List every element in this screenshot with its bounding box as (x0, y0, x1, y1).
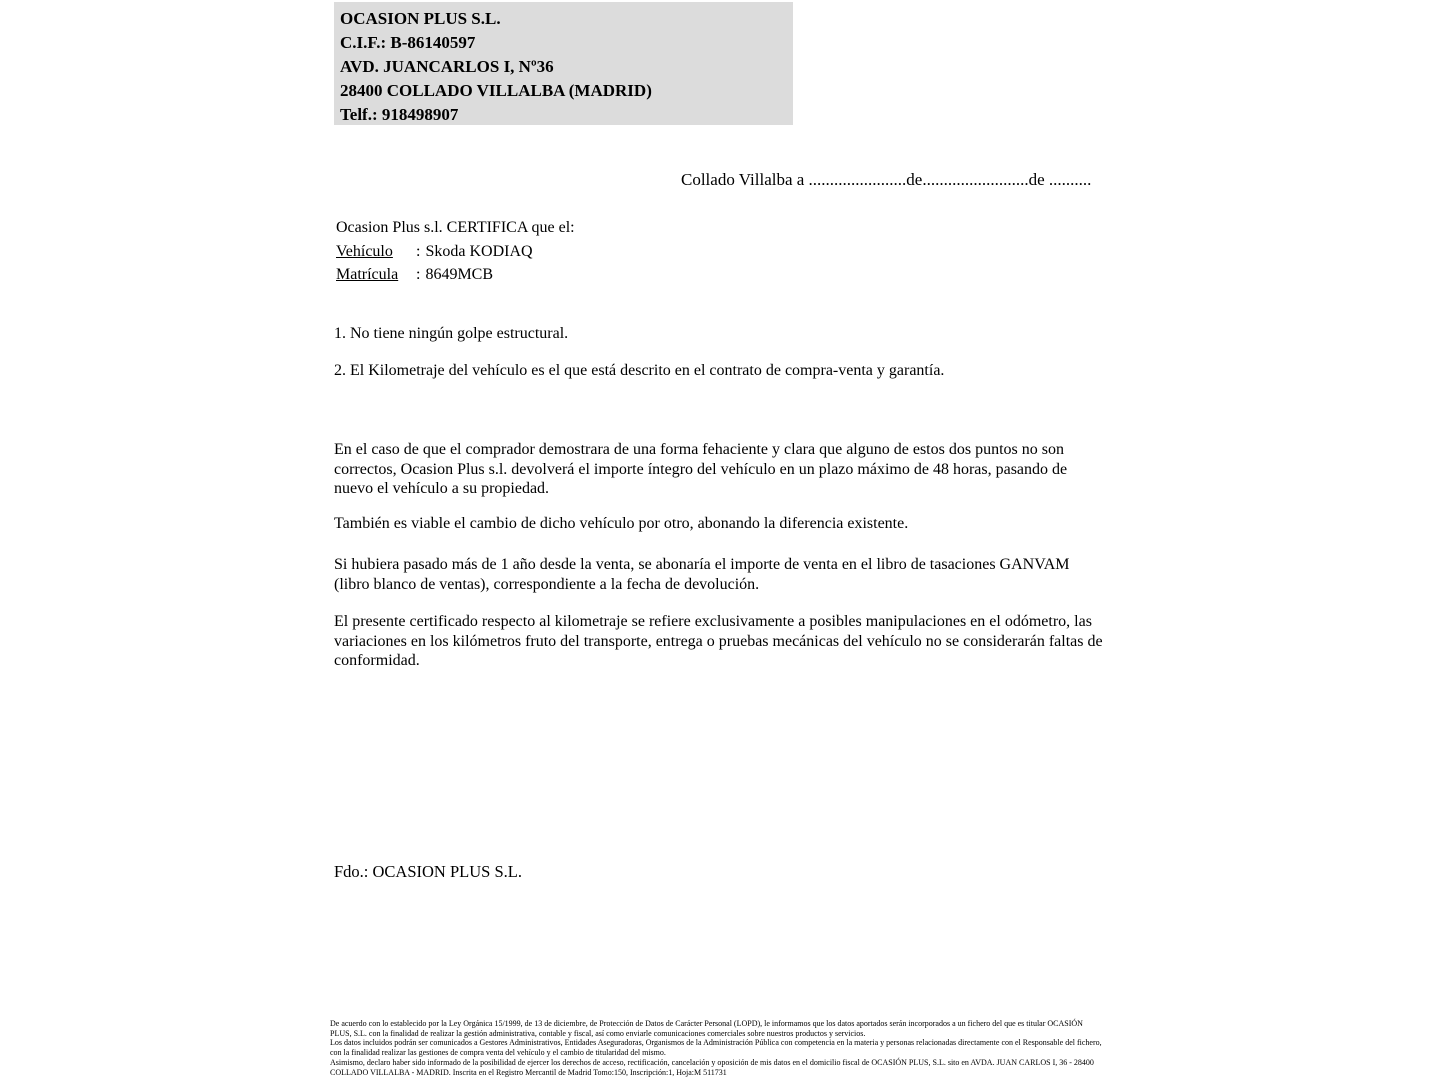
exchange-option-paragraph: También es viable el cambio de dicho vehículo por otro, abonando la diferencia existente. (334, 515, 909, 532)
company-address: AVD. JUANCARLOS I, Nº36 (340, 57, 554, 76)
legal-footer-lopd-paragraph: De acuerdo con lo establecido por la Ley Orgánica 15/1999, de 13 de diciembre, de Protección de Datos de Carácter Personal (LOPD), le informamos que los datos aportados serán incorporados a un fichero del que es titular OCASIÓN PLUS, S.L. con la finalidad de realizar la gestión administrativa, contable y fiscal, así como enviarle comunicaciones comerciales sobre nuestros productos y servicios. (330, 1019, 1083, 1038)
odometer-disclaimer-paragraph: El presente certificado respecto al kilometraje se refiere exclusivamente a posibles manipulaciones en el odómetro, las variaciones en los kilómetros fruto del transporte, entrega o pruebas mecánicas del vehículo no se considerarán faltas de conformidad. (334, 613, 1103, 669)
vehicle-field-row (336, 240, 575, 264)
certification-intro: Ocasion Plus s.l. CERTIFICA que el: (336, 219, 575, 236)
refund-terms-paragraph: En el caso de que el comprador demostrara de una forma fehaciente y clara que alguno de estos dos puntos no son correctos, Ocasion Plus s.l. devolverá el importe íntegro del vehículo en un plazo máximo de 48 horas, pasando de nuevo el vehículo a su propiedad. (334, 441, 1068, 497)
signature-line: Fdo.: OCASION PLUS S.L. (334, 862, 522, 881)
certified-point-2: 2. El Kilometraje del vehículo es el que está descrito en el contrato de compra-venta y garantía. (334, 362, 945, 379)
company-city: 28400 COLLADO VILLALBA (MADRID) (340, 81, 652, 100)
date-fill-line: Collado Villalba a .......................de.........................de .......... (681, 170, 1092, 189)
certification-block (336, 216, 575, 287)
vehicle-field-value: Skoda KODIAQ (425, 242, 533, 260)
company-phone: Telf.: 918498907 (340, 105, 459, 124)
legal-footer-rights-paragraph: Asimismo, declaro haber sido informado de la posibilidad de ejercer los derechos de acceso, rectificación, cancelación y oposición de mis datos en el domicilio fiscal de OCASIÓN PLUS, S.L. sito en AVDA. JUAN CARLOS I, 36 - 28400 COLLADO VILLALBA - MADRID. Inscrita en el Registro Mercantil de Madrid Tomo:150, Inscripción:1, Hoja:M 511731 (330, 1057, 1094, 1077)
legal-footer (330, 1019, 1102, 1077)
plate-field-value: 8649MCB (425, 266, 494, 284)
company-cif: C.I.F.: B-86140597 (340, 33, 476, 52)
valuation-book-paragraph: Si hubiera pasado más de 1 año desde la venta, se abonaría el importe de venta en el libro de tasaciones GANVAM (libro blanco de ventas), correspondiente a la fecha de devolución. (334, 556, 1070, 593)
certified-point-1: 1. No tiene ningún golpe estructural. (334, 325, 569, 342)
legal-footer-data-sharing-paragraph: Los datos incluidos podrán ser comunicados a Gestores Administrativos, Entidades Aseguradoras, Organismos de la Administración Pública con competencia en la materia y personas relacionadas directamente con el Responsable del fichero, con la finalidad realizar las gestiones de compra venta del vehículo y el cambio de titularidad del mismo. (330, 1038, 1102, 1058)
company-name: OCASION PLUS S.L. (340, 9, 501, 28)
plate-field-label: Matrícula (336, 266, 399, 284)
vehicle-field-label: Vehículo (336, 242, 393, 260)
plate-field-separator: : (416, 266, 421, 284)
company-header-box (334, 2, 793, 125)
plate-field-row (336, 263, 575, 287)
vehicle-field-separator: : (416, 242, 421, 260)
